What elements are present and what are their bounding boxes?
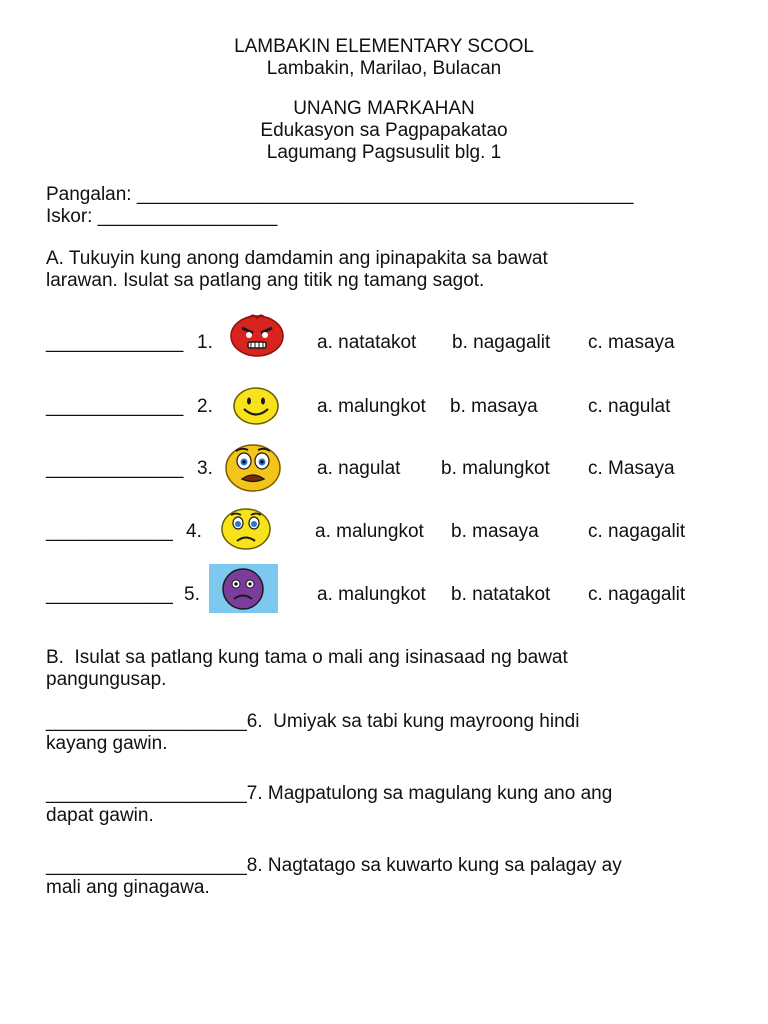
choice-4a: a. malungkot [315, 521, 424, 542]
statement-8 [46, 855, 622, 877]
statement-8-continuation: mali ang ginagawa. [46, 877, 210, 898]
section-b-instruction-2: pangungusap. [46, 669, 167, 690]
item-number-5: 5. [184, 584, 200, 605]
answer-blank-1[interactable]: _____________ [46, 332, 184, 353]
choice-2c: c. nagulat [588, 396, 671, 417]
section-a-instruction-1: A. Tukuyin kung anong damdamin ang ipinapakita sa bawat [46, 248, 548, 269]
subject-title: Edukasyon sa Pagpapakatao [260, 120, 508, 141]
answer-blank-8[interactable]: ___________________ [46, 855, 247, 876]
score-label: Iskor: [46, 206, 98, 227]
school-address: Lambakin, Marilao, Bulacan [266, 58, 502, 79]
item-number-2: 2. [197, 396, 213, 417]
answer-blank-2[interactable]: _____________ [46, 396, 184, 417]
choice-5a: a. malungkot [317, 584, 426, 605]
choice-1c: c. masaya [588, 332, 675, 353]
statement-6-continuation: kayang gawin. [46, 733, 168, 754]
choice-4c: c. nagagalit [588, 521, 686, 542]
statement-6 [46, 711, 579, 733]
choice-2b: b. masaya [450, 396, 538, 417]
choice-3c: c. Masaya [588, 458, 675, 479]
section-b-instruction-1: B. Isulat sa patlang kung tama o mali ang isinasaad ng bawat [46, 647, 568, 668]
answer-blank-7[interactable]: ___________________ [46, 783, 247, 804]
answer-blank-5[interactable]: ____________ [46, 584, 173, 605]
school-name: LAMBAKIN ELEMENTARY SCOOL [234, 36, 534, 57]
scared-face-icon [209, 564, 278, 613]
item-number-4: 4. [186, 521, 202, 542]
choice-3b: b. malungkot [441, 458, 550, 479]
score-field[interactable] [46, 206, 277, 228]
choice-2a: a. malungkot [317, 396, 426, 417]
choice-1b: b. nagagalit [452, 332, 551, 353]
choice-3a: a. nagulat [317, 458, 401, 479]
sad-face-icon [220, 506, 272, 550]
choice-4b: b. masaya [451, 521, 539, 542]
score-blank[interactable]: _________________ [97, 206, 278, 227]
angry-face-icon [229, 313, 285, 357]
smiley-face-icon [232, 386, 280, 426]
surprised-face-icon [224, 442, 282, 492]
statement-6-text: 6. Umiyak sa tabi kung mayroong hindi [246, 711, 580, 732]
statement-7-text: 7. Magpatulong sa magulang kung ano ang [246, 783, 613, 804]
answer-blank-4[interactable]: ____________ [46, 521, 173, 542]
item-number-3: 3. [197, 458, 213, 479]
statement-7 [46, 783, 612, 805]
name-label: Pangalan: [46, 184, 137, 205]
answer-blank-6[interactable]: ___________________ [46, 711, 247, 732]
name-field[interactable] [46, 184, 634, 206]
test-title: Lagumang Pagsusulit blg. 1 [266, 142, 502, 163]
statement-7-continuation: dapat gawin. [46, 805, 154, 826]
answer-blank-3[interactable]: _____________ [46, 458, 184, 479]
choice-5c: c. nagagalit [588, 584, 686, 605]
item-number-1: 1. [197, 332, 213, 353]
choice-1a: a. natatakot [317, 332, 417, 353]
section-a-instruction-2: larawan. Isulat sa patlang ang titik ng tamang sagot. [46, 270, 485, 291]
quarter-title: UNANG MARKAHAN [293, 98, 475, 119]
name-blank[interactable]: _______________________________________________ [136, 184, 634, 205]
statement-8-text: 8. Nagtatago sa kuwarto kung sa palagay ay [246, 855, 622, 876]
choice-5b: b. natatakot [451, 584, 551, 605]
